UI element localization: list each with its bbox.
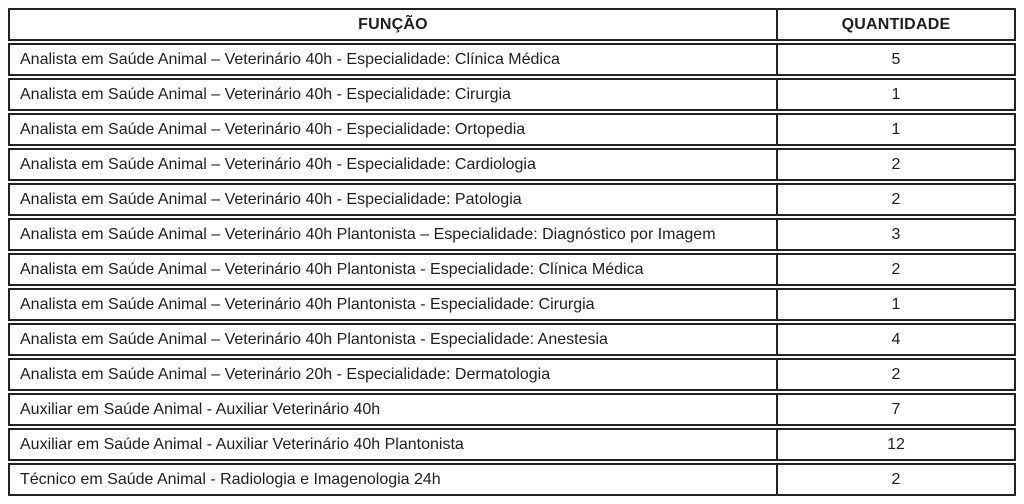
table-row xyxy=(8,253,1016,286)
quantidade-cell: 7 xyxy=(776,395,1014,424)
funcao-cell: Técnico em Saúde Animal - Radiologia e Imagenologia 24h xyxy=(20,470,441,488)
quantidade-cell: 4 xyxy=(776,325,1014,354)
table-row xyxy=(8,183,1016,216)
funcao-cell: Analista em Saúde Animal – Veterinário 40h Plantonista - Especialidade: Clínica Médica xyxy=(20,260,644,278)
quantidade-cell: 2 xyxy=(776,150,1014,179)
quantidade-cell: 3 xyxy=(776,220,1014,249)
table-row xyxy=(8,463,1016,496)
table-row xyxy=(8,393,1016,426)
quantidade-cell: 12 xyxy=(776,430,1014,459)
table-row xyxy=(8,218,1016,251)
table-row xyxy=(8,288,1016,321)
funcao-cell: Analista em Saúde Animal – Veterinário 40h - Especialidade: Cirurgia xyxy=(20,85,511,103)
table-row xyxy=(8,358,1016,391)
table-row xyxy=(8,43,1016,76)
table-row xyxy=(8,323,1016,356)
table-row xyxy=(8,428,1016,461)
quantidade-cell: 2 xyxy=(776,360,1014,389)
funcao-cell: Auxiliar em Saúde Animal - Auxiliar Veterinário 40h Plantonista xyxy=(20,435,464,453)
funcao-cell: Analista em Saúde Animal – Veterinário 40h - Especialidade: Clínica Médica xyxy=(20,50,560,68)
quantidade-cell: 1 xyxy=(776,80,1014,109)
funcao-cell: Analista em Saúde Animal – Veterinário 40h - Especialidade: Ortopedia xyxy=(20,120,526,138)
table-row xyxy=(8,113,1016,146)
quantidade-cell: 1 xyxy=(776,115,1014,144)
funcao-cell: Analista em Saúde Animal – Veterinário 40h Plantonista - Especialidade: Cirurgia xyxy=(20,295,595,313)
quantidade-cell: 1 xyxy=(776,290,1014,319)
funcao-cell: Analista em Saúde Animal – Veterinário 40h - Especialidade: Patologia xyxy=(20,190,522,208)
table-row xyxy=(8,78,1016,111)
table-row xyxy=(8,148,1016,181)
quantidade-header: QUANTIDADE xyxy=(776,10,1014,39)
quantidade-cell: 2 xyxy=(776,185,1014,214)
funcao-cell: Analista em Saúde Animal – Veterinário 40h Plantonista – Especialidade: Diagnóstico por Imagem xyxy=(20,225,716,243)
funcao-cell: Analista em Saúde Animal – Veterinário 40h - Especialidade: Cardiologia xyxy=(20,155,536,173)
funcao-cell: Analista em Saúde Animal – Veterinário 40h Plantonista - Especialidade: Anestesia xyxy=(20,330,608,348)
quantidade-cell: 5 xyxy=(776,45,1014,74)
quantidade-cell: 2 xyxy=(776,255,1014,284)
table-header-row xyxy=(8,8,1016,41)
vacancy-table xyxy=(8,8,1016,496)
quantidade-cell: 2 xyxy=(776,465,1014,494)
funcao-cell: Auxiliar em Saúde Animal - Auxiliar Veterinário 40h xyxy=(20,400,381,418)
funcao-cell: Analista em Saúde Animal – Veterinário 20h - Especialidade: Dermatologia xyxy=(20,365,551,383)
funcao-header: FUNÇÃO xyxy=(358,15,428,33)
